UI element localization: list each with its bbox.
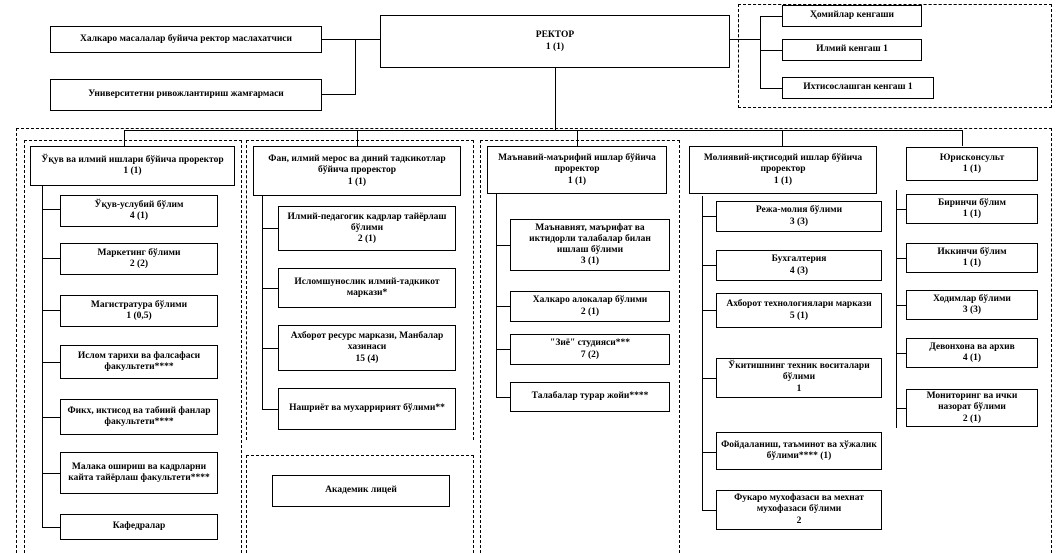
box-title: Фан, илмий мерос ва диний тадкикотлар бўйича проректор (268, 154, 446, 176)
box-title: Ўқув ва илмий ишлари бўйича проректор (41, 154, 224, 165)
box-col4-item-3[interactable] (716, 358, 882, 398)
box-col2-item-0[interactable] (278, 206, 456, 251)
box-number: 15 (4) (355, 353, 379, 364)
branch-col4-1 (702, 216, 716, 217)
box-col5-item-3[interactable] (906, 338, 1038, 368)
box-title: Исломшунослик илмий-тадкикот маркази* (294, 276, 440, 298)
box-title: Нашриёт ва мухарририят бўлими** (289, 403, 445, 414)
box-council-sponsors[interactable] (782, 5, 922, 27)
branch-col1-3 (42, 310, 60, 311)
drop-col1 (124, 130, 125, 146)
box-title: Иккинчи бўлим (937, 246, 1007, 257)
box-title: Бухгалтерия (771, 254, 827, 265)
branch-col1-7 (42, 527, 60, 528)
box-number: 7 (2) (580, 349, 600, 360)
box-number: 3 (3) (789, 216, 809, 227)
branch-col1-6 (42, 473, 60, 474)
box-col5-item-4[interactable] (906, 389, 1038, 427)
box-col4-item-1[interactable] (716, 250, 882, 281)
box-title: Фикх, иктисод ва табиий фанлар факультети**** (67, 405, 211, 427)
box-col1-item-5[interactable] (60, 452, 218, 494)
box-number: 2 (796, 515, 802, 526)
box-number: 4 (1) (962, 353, 982, 363)
box-col5-item-2[interactable] (906, 290, 1038, 320)
box-council-specialized[interactable] (782, 77, 934, 99)
branch-col1-5 (42, 417, 60, 418)
box-title: Илмий кенгаш 1 (816, 44, 888, 55)
box-title: Академик лицей (325, 485, 397, 496)
branch-col4-4 (702, 378, 716, 379)
connector-rector-right (730, 39, 760, 40)
branch-col3-3 (496, 349, 510, 350)
branch-col5-5 (896, 408, 906, 409)
box-title: Халкаро алокалар бўлими (532, 295, 648, 306)
box-head-col1[interactable] (30, 146, 235, 186)
connector-right-c2 (760, 50, 782, 51)
box-title: Ходимлар бўлими (933, 293, 1011, 304)
branch-col1-2 (42, 258, 60, 259)
branch-col4-3 (702, 310, 716, 311)
box-col2-item-1[interactable] (278, 268, 456, 308)
box-title: Режа-молия бўлими (755, 205, 843, 216)
box-title: Ислом тарихи ва фалсафаси факультети**** (77, 350, 201, 372)
box-number: 1 (1) (962, 209, 982, 219)
drop-col2 (357, 130, 358, 146)
box-title: РЕКТОР (535, 30, 575, 41)
box-title: Илмий-педагогик кадрлар тайёрлаш бўлими (287, 211, 447, 233)
branch-col5-2 (896, 258, 906, 259)
box-title: Кафедралар (112, 521, 166, 532)
box-title: Мониторинг ва ички назорат бўлими (926, 391, 1018, 413)
box-title: Ахборот ресурс маркази, Манбалар хазинаси (290, 331, 444, 353)
box-title: Юрисконсульт (939, 152, 1005, 163)
box-number: 2 (1) (962, 413, 982, 424)
branch-col4-5 (702, 452, 716, 453)
box-title: Девонхона ва архив (929, 341, 1015, 352)
box-col3-item-2[interactable] (510, 334, 670, 365)
branch-col5-4 (896, 353, 906, 354)
box-number: 3 (1) (580, 256, 600, 267)
box-council-scientific[interactable] (782, 39, 922, 61)
main-bus (124, 130, 962, 131)
drop-col3 (577, 130, 578, 146)
connector-right-c3 (760, 88, 782, 89)
box-head-col2[interactable] (253, 146, 461, 196)
branch-col3-2 (496, 306, 510, 307)
box-title: Маънавият, маърифат ва иктидорли талабалар билан ишлаш бўлими (529, 222, 651, 255)
box-advisor-international[interactable] (50, 26, 322, 53)
connector-right-vert (760, 16, 761, 89)
box-head-col4[interactable] (689, 146, 877, 194)
box-title: Фукаро мухофазаси ва мехнат мухофазаси бўлими (734, 493, 864, 515)
box-number: 1 (1) (962, 258, 982, 268)
branch-col3-1 (496, 245, 510, 246)
box-col5-item-1[interactable] (906, 243, 1038, 273)
box-title: Маркетинг бўлими (97, 247, 181, 258)
box-head-col3[interactable] (487, 146, 667, 194)
box-number: 1 (1) (123, 166, 142, 176)
box-col4-item-0[interactable] (716, 201, 882, 232)
connector-left-adv2 (322, 94, 356, 95)
drop-col4 (782, 130, 783, 146)
box-col5-item-0[interactable] (906, 194, 1038, 224)
box-col1-item-3[interactable] (60, 345, 218, 379)
box-head-col5[interactable] (906, 147, 1038, 181)
box-number: 1 (1) (962, 164, 982, 174)
drop-col5 (962, 130, 963, 146)
box-number: 1 (1) (567, 175, 587, 186)
box-title: "Зиё" студияси*** (550, 338, 630, 349)
box-col1-item-1[interactable] (60, 243, 218, 275)
box-title: Маънавий-маърифий ишлар бўйича проректор (498, 153, 656, 175)
box-number: 1 (1) (545, 41, 565, 52)
box-number: 3 (3) (962, 305, 982, 315)
box-col1-item-2[interactable] (60, 295, 218, 327)
box-col4-item-2[interactable] (716, 293, 882, 328)
branch-col2-3 (262, 348, 278, 349)
box-col1-item-6[interactable] (60, 514, 218, 540)
branch-col2-1 (262, 228, 278, 229)
box-col3-item-3[interactable] (510, 382, 670, 412)
box-number: 4 (3) (789, 265, 809, 276)
branch-col4-2 (702, 265, 716, 266)
connector-left-adv1 (322, 39, 356, 40)
box-title: Ўкитишнинг техник воситалари бўлими (728, 361, 870, 383)
box-title: Биринчи бўлим (938, 197, 1006, 208)
box-number: 2 (1) (580, 306, 600, 317)
spine-col5 (896, 190, 897, 428)
branch-col4-6 (702, 510, 716, 511)
connector-right-c1 (760, 16, 782, 17)
spine-col3 (496, 194, 497, 398)
box-col4-item-4[interactable] (716, 432, 882, 470)
box-title: Магистратура бўлими (90, 299, 188, 310)
branch-col5-1 (896, 209, 906, 210)
box-col1-item-0[interactable] (60, 195, 218, 227)
box-title: Университетни ривожлантириш жамғармаси (88, 89, 284, 100)
connector-rector-down (555, 68, 556, 130)
box-col4-item-5[interactable] (716, 490, 882, 530)
box-col2-item-4[interactable] (272, 475, 450, 507)
box-number: 4 (1) (129, 211, 149, 221)
box-title: Молиявий-иқтисодий ишлар бўйича проректор (703, 153, 863, 175)
branch-col1-1 (42, 209, 60, 210)
box-number: 1 (1) (773, 175, 793, 186)
connector-rector-left (355, 39, 380, 40)
box-number: 1 (796, 383, 802, 394)
box-title: Ҳомийлар кенгаши (809, 10, 895, 21)
box-col3-item-0[interactable] (510, 219, 670, 271)
branch-col2-2 (262, 288, 278, 289)
box-university-fund[interactable] (50, 79, 322, 111)
box-col2-item-3[interactable] (278, 388, 456, 430)
box-title: Талабалар турар жойи**** (531, 391, 649, 402)
box-col3-item-1[interactable] (510, 291, 670, 322)
box-title: Фойдаланиш, таъминот ва хўжалик бўлими**** (1) (721, 439, 877, 461)
connector-left-vert (355, 39, 356, 94)
box-title: Ахборот технологиялари маркази (726, 299, 872, 310)
box-rector[interactable] (380, 15, 730, 68)
branch-col1-4 (42, 362, 60, 363)
branch-col3-4 (496, 397, 510, 398)
box-title: Малака ошириш ва кадрларни кайта тайёрлаш факультети**** (68, 461, 210, 483)
spine-col4 (702, 196, 703, 510)
box-title: Ўқув-услубий бўлим (94, 199, 184, 210)
branch-col5-3 (896, 305, 906, 306)
box-number: 2 (1) (357, 234, 377, 245)
branch-col2-4 (262, 409, 278, 410)
box-number: 1 (0,5) (126, 311, 152, 321)
box-number: 1 (1) (347, 176, 367, 187)
box-col2-item-2[interactable] (278, 325, 456, 371)
box-title: Халкаро масалалар буйича ректор маслахатчиси (80, 33, 292, 44)
box-title: Ихтисослашган кенгаш 1 (803, 82, 913, 93)
box-col1-item-4[interactable] (60, 399, 218, 435)
box-number: 5 (1) (789, 310, 809, 321)
box-number: 2 (2) (129, 259, 149, 269)
spine-col1 (42, 186, 43, 527)
